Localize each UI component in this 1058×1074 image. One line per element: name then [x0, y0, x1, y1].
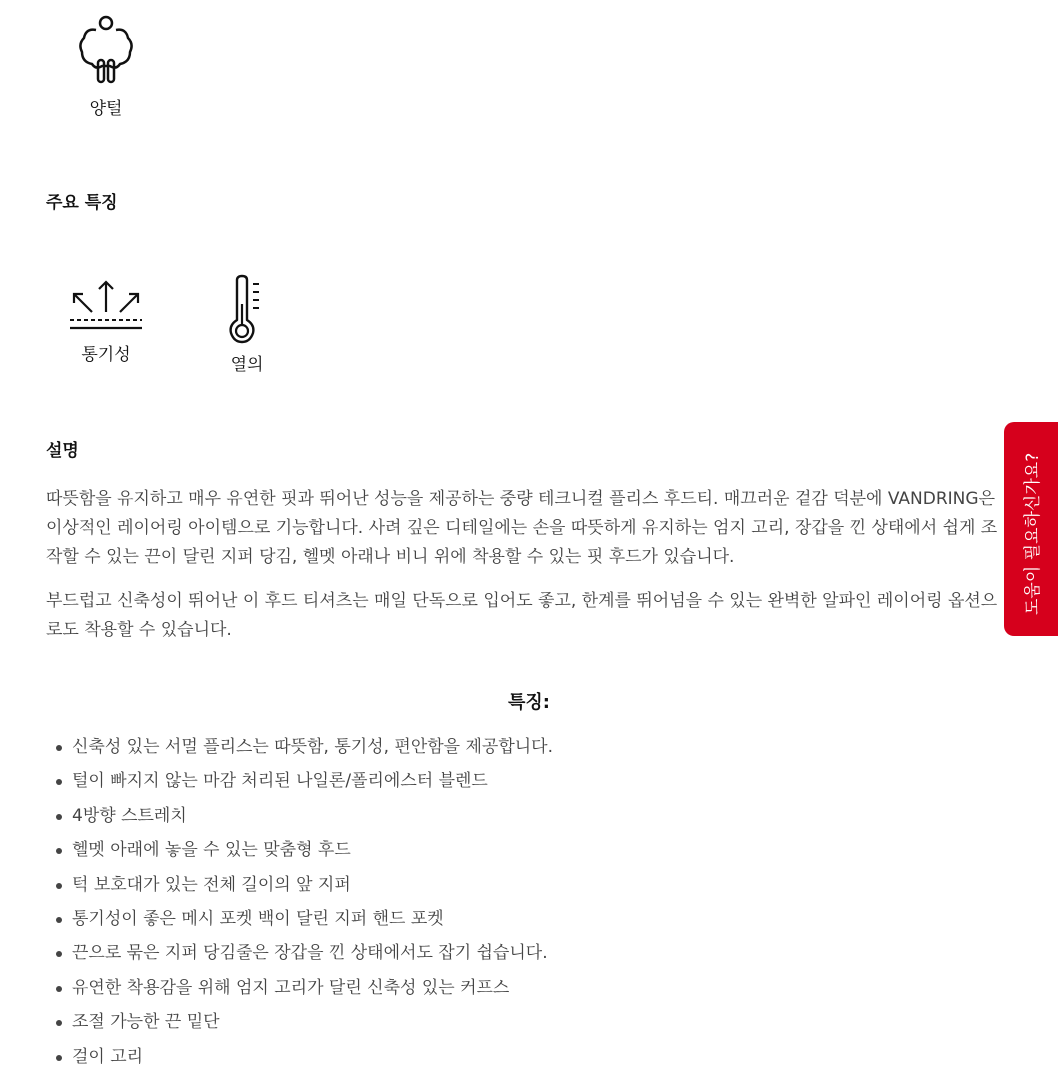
- feature-label: 열의: [230, 355, 264, 375]
- description-paragraph-2: [46, 587, 1046, 645]
- material-label: 양털: [89, 99, 123, 119]
- feature-thermal: [177, 274, 317, 375]
- description-title: 설명: [46, 441, 79, 461]
- paragraph-line: 따뜻함을 유지하고 매우 유연한 핏과 뛰어난 성능을 제공하는 중량 테크니컬 플리스 후드티. 매끄러운 겉감 덕분에 VANDRING은: [46, 489, 995, 509]
- features-title: 특징:: [508, 692, 550, 713]
- thermometer-icon: [225, 274, 269, 344]
- key-features-title: 주요 특징: [46, 193, 118, 213]
- list-item: 조절 가능한 끈 밑단: [46, 1005, 553, 1039]
- breathability-icon: [68, 274, 144, 334]
- sheep-wool-icon: [74, 14, 138, 88]
- feature-label: 통기성: [81, 345, 131, 365]
- paragraph-line: 로도 착용할 수 있습니다.: [46, 620, 232, 640]
- paragraph-line: 부드럽고 신축성이 뛰어난 이 후드 티셔츠는 매일 단독으로 입어도 좋고, 한계를 뛰어넘을 수 있는 완벽한 알파인 레이어링 옵션으: [46, 591, 998, 611]
- list-item: 신축성 있는 서멀 플리스는 따뜻함, 통기성, 편안함을 제공합니다.: [46, 730, 553, 764]
- list-item: 유연한 착용감을 위해 엄지 고리가 달린 신축성 있는 커프스: [46, 971, 553, 1005]
- material-wool: [36, 14, 176, 119]
- list-item: 턱 보호대가 있는 전체 길이의 앞 지퍼: [46, 868, 553, 902]
- list-item: 4방향 스트레치: [46, 799, 553, 833]
- description-paragraph-1: [46, 485, 1046, 572]
- list-item: 통기성이 좋은 메시 포켓 백이 달린 지퍼 핸드 포켓: [46, 902, 553, 936]
- list-item: 털이 빠지지 않는 마감 처리된 나일론/폴리에스터 블렌드: [46, 764, 553, 798]
- help-button-label[interactable]: 도움이 필요하신가요?: [1023, 452, 1043, 615]
- feature-breathability: [36, 274, 176, 365]
- list-item: 끈으로 묶은 지퍼 당김줄은 장갑을 낀 상태에서도 잡기 쉽습니다.: [46, 936, 553, 970]
- features-list: [46, 730, 553, 1074]
- paragraph-line: 작할 수 있는 끈이 달린 지퍼 당김, 헬멧 아래나 비니 위에 착용할 수 있는 핏 후드가 있습니다.: [46, 547, 735, 567]
- list-item: 걸이 고리: [46, 1040, 553, 1074]
- list-item: 헬멧 아래에 놓을 수 있는 맞춤형 후드: [46, 833, 553, 867]
- paragraph-line: 이상적인 레이어링 아이템으로 기능합니다. 사려 깊은 디테일에는 손을 따뜻하게 유지하는 엄지 고리, 장갑을 낀 상태에서 쉽게 조: [46, 518, 998, 538]
